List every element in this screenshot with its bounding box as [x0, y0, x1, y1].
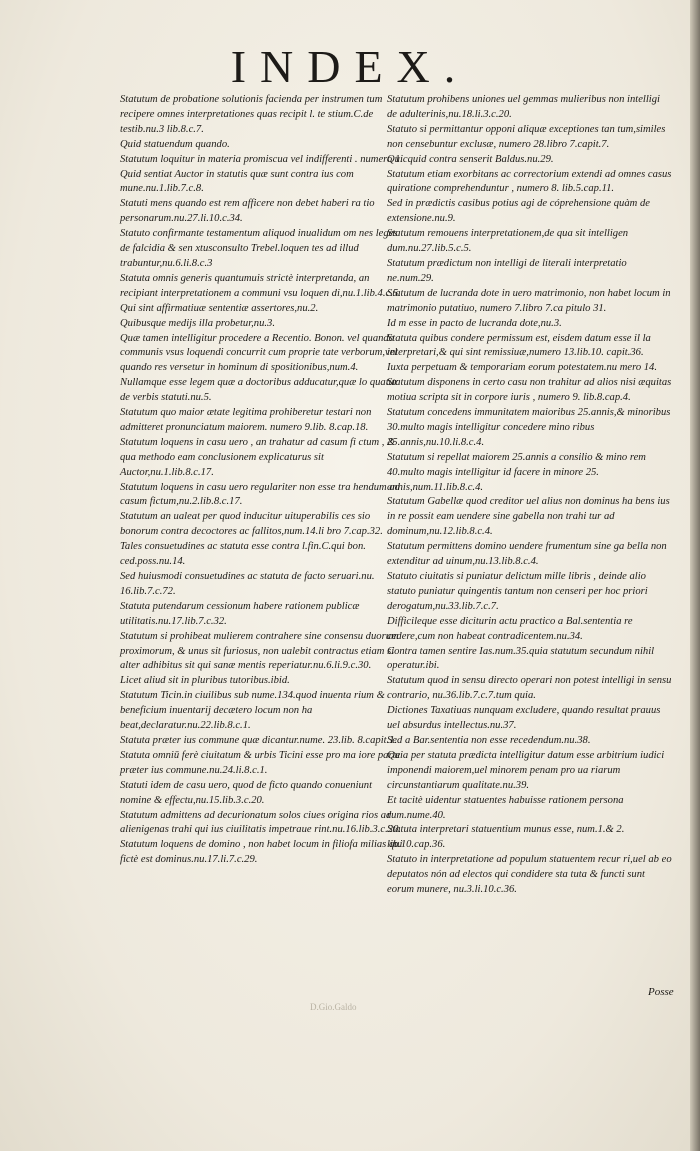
- index-entry: Iuxta perpetuam & temporariam eorum potestatem.nu mero 14.: [387, 362, 658, 374]
- index-entry: Statuti mens quando est rem afficere non debet haberi ra tio personarum.nu.27.li.10.c.34.: [120, 198, 375, 225]
- show-through-text: D.Gio.Galdo: [310, 1002, 357, 1012]
- index-entry: Quid sentiat Auctor in statutis quæ sunt contra ius com mune.nu.1.lib.7.c.8.: [120, 168, 354, 195]
- index-entry: Statutum disponens in certo casu non trahitur ad alios nisi æquitas motiua scripta sit in corpore iuris , numero 9. lib.8.cap.4.: [387, 377, 672, 404]
- index-entry: Statuto in interpretatione ad populum statuentem recur ri,uel ab eo deputatos nón ad electos qui condidere sta tuta & functi sunt eorum munere, nu.3.li.10.c.36.: [387, 854, 672, 896]
- index-entry: Statutum quo maior ætate legitima prohiberetur testari non admitteret pronunciatum maiorem. numero 9.lib. 8.cap.18.: [120, 407, 372, 433]
- index-column-left: [120, 93, 405, 868]
- index-entry: Statuto si permittantur opponi aliquæ exceptiones tan tum,similes non censebuntur exclusæ, numero 28.libro 7.capit.7.: [387, 123, 666, 150]
- index-entry: Statutum remouens interpretationem,de qua sit intelligen dum.nu.27.lib.5.c.5.: [387, 228, 629, 255]
- index-entry: Statuto ciuitatis si puniatur delictum mille libris , deinde alio statuto puniatur quingentis tantum non censeri per hoc priori derogatum,nu.33.lib.7.c.7.: [387, 571, 648, 612]
- index-entry: Quæ tamen intelligitur procedere a Recentio. Bonon. vel quando communis vsus loquendi concurrit cum proprie tate verborum,vel quando res versetur in hominum di spositionibus,num.4.: [120, 332, 398, 374]
- index-entry: Statutum etiam exorbitans ac correctorium extendi ad omnes casus quiratione comprehenduntur , numero 8. lib.5.cap.11.: [387, 168, 672, 195]
- index-entry: Statuta omnis generis quantumuis strictè interpretanda, an recipiant interpretationem a communi vsu loquen di,nu.1.lib.4.c.5.: [120, 272, 401, 299]
- index-entry: Quibusque medijs illa probetur,nu.3.: [120, 317, 275, 329]
- index-entry: Nullamque esse legem quæ a doctoribus adducatur,quæ lo quatur de verbis statuti.nu.5.: [120, 377, 399, 404]
- index-entry: Qui sint affirmatiuæ sententiæ assertores,nu.2.: [120, 302, 319, 314]
- catchword: Posse: [648, 986, 674, 998]
- index-entry: Statutum admittens ad decurionatum solos ciues origina rios ad alienigenas trahi qui ius ciuilitatis impetraue rint.nu.16.lib.3.c.20.: [120, 809, 402, 836]
- index-entry: Statuta interpretari statuentium munus esse, num.1.& 2. lib.10.cap.36.: [387, 824, 625, 851]
- index-entry: Statutum an ualeat per quod inducitur uituperabilis ces sio bonorum contra decoctores ac fallitos,num.14.li bro 7.cap.32.: [120, 511, 383, 538]
- index-entry: Statutum si repellat maiorem 25.annis a consilio & mino rem 40.multo magis intelligitur id facere in minore 25. annis,num.11.lib.8.c.4.: [387, 451, 646, 493]
- page-title: INDEX.: [230, 41, 470, 92]
- index-entry: Difficileque esse diciturin actu practico a Bal.sententia re cedere,cum non habeat contradicentem.nu.34.: [387, 615, 633, 642]
- index-entry: Statutum loquens in casu uero , an trahatur ad casum fi ctum , & qua methodo eam conclusionem explicaturus sit Auctor,nu.1.lib.8.c.17.: [120, 436, 396, 478]
- index-entry: Quid statuendum quando.: [120, 138, 230, 150]
- index-column-right: [387, 93, 672, 898]
- index-entry: Quicquid contra senserit Baldus.nu.29.: [387, 153, 554, 165]
- index-entry: Statutum prohibens uniones uel gemmas mulieribus non intelligi de adulterinis,nu.18.li.3.c.20.: [387, 94, 660, 120]
- index-entry: Tales consuetudines ac statuta esse contra l.fin.C.qui bon. ced.poss.nu.14.: [120, 541, 366, 568]
- index-entry: Et tacitè uidentur statuentes habuisse rationem persona rum.nume.40.: [387, 794, 624, 821]
- index-entry: Statutum de lucranda dote in uero matrimonio, non habet locum in matrimonio putatiuo, numero 7.libro 7.ca pitulo 31.: [387, 287, 671, 314]
- index-entry: Statutum permittens domino uendere frumentum sine ga bella non extenditur ad uinum,nu.13.lib.8.c.4.: [387, 541, 667, 568]
- index-entry: Statuta omniū ferè ciuitatum & urbis Ticini esse pro ma iore parte præter ius commune.nu.24.li.8.c.1.: [120, 749, 401, 776]
- index-entry: Statutum quod in sensu directo operari non potest intelligi in sensu contrario, nu.36.lib.7.c.7.tum quia.: [387, 675, 672, 702]
- index-entry: Statuti idem de casu uero, quod de ficto quando conueniunt nomine & effectu,nu.15.lib.3.c.20.: [120, 779, 373, 806]
- index-entry: Statuto confirmante testamentum aliquod inualidum om nes leges de falcidia & sen xtusconsulto Trebel.loquen tes ad illud trabuntur,nu.6.li.8.c.3: [120, 228, 398, 269]
- index-entry: Statutum Ticin.in ciuilibus sub nume.134.quod inuenta rium & beneficium inuentarij decætero locum non ha beat,declaratur.nu.22.lib.8.c.1.: [120, 690, 385, 732]
- index-entry: Statutum de probatione solutionis facienda per instrumen tum recipere omnes interpretationes quas recipit l. te stium.C.de testib.nu.3 lib.8.c.7.: [120, 94, 383, 135]
- index-entry: Licet aliud sit in pluribus tutoribus.ibid.: [120, 675, 290, 687]
- index-entry: Statutum prædictum non intelligi de literali interpretatio ne.num.29.: [387, 257, 627, 284]
- index-entry: Sed a Bar.sententia non esse recedendum.nu.38.: [387, 734, 591, 746]
- index-entry: Statuta putendarum cessionum habere rationem publicæ utilitatis.nu.17.lib.7.c.32.: [120, 600, 360, 627]
- index-entry: Statutum concedens immunitatem maioribus 25.annis,& minoribus 30.multo magis intelligitur concedere mino ribus 25.annis,nu.10.li.8.c.4.: [387, 407, 671, 448]
- index-entry: Statuta quibus condere permissum est, eisdem datum esse il la interpretari,& qui sint remissiuæ,numero 13.lib.10. capit.36.: [387, 332, 651, 359]
- index-entry: Id m esse in pacto de lucranda dote,nu.3.: [387, 317, 562, 329]
- index-entry: Quia per statuta prædicta intelligitur datum esse arbitrium iudici imponendi maiorem,uel minorem penam pro ua riarum circunstantiarum qualitate.nu.39.: [387, 749, 665, 791]
- index-entry: Statutum loquens de domino , non habet locum in filiofa milias qui fictè est dominus.nu.17.li.7.c.29.: [120, 839, 403, 866]
- index-entry: Sed huiusmodi consuetudines ac statuta de facto seruari.nu. 16.lib.7.c.72.: [120, 571, 375, 597]
- index-entry: Statuta præter ius commune quæ dicantur.nume. 23.lib. 8.capit.1.: [120, 734, 398, 746]
- index-entry: Contra tamen sentire Ias.num.35.quia statutum secundum nihil operatur.ibi.: [387, 645, 655, 672]
- page-gutter: [690, 0, 700, 1151]
- index-entry: Dictiones Taxatiuas nunquam excludere, quando resultat prauus uel absurdus intellectus.nu.37.: [387, 705, 661, 732]
- index-entry: Statutum Gabellæ quod creditor uel alius non dominus ha bens ius in re possit eam uendere sine gabella non trahi tur ad dominum,nu.12.lib.8.c.4.: [387, 496, 670, 538]
- index-entry: Statutum loquitur in materia promiscua vel indifferenti . numero 1.: [120, 153, 403, 165]
- index-entry: Sed in prædictis casibus potius agi de cóprehensione quàm de extensione.nu.9.: [387, 198, 650, 225]
- index-entry: Statutum loquens in casu uero regulariter non esse tra hendum ad casum fictum,nu.2.lib.8.c.17.: [120, 481, 400, 508]
- index-entry: Statutum si prohibeat mulierem contrahere sine consensu duorum proximorum, & unus sit furiosus, non ualebit contractus etiam si alter adhibitus sit qui sanæ mentis reperiatur.nu.6.li.9.c.30.: [120, 630, 399, 672]
